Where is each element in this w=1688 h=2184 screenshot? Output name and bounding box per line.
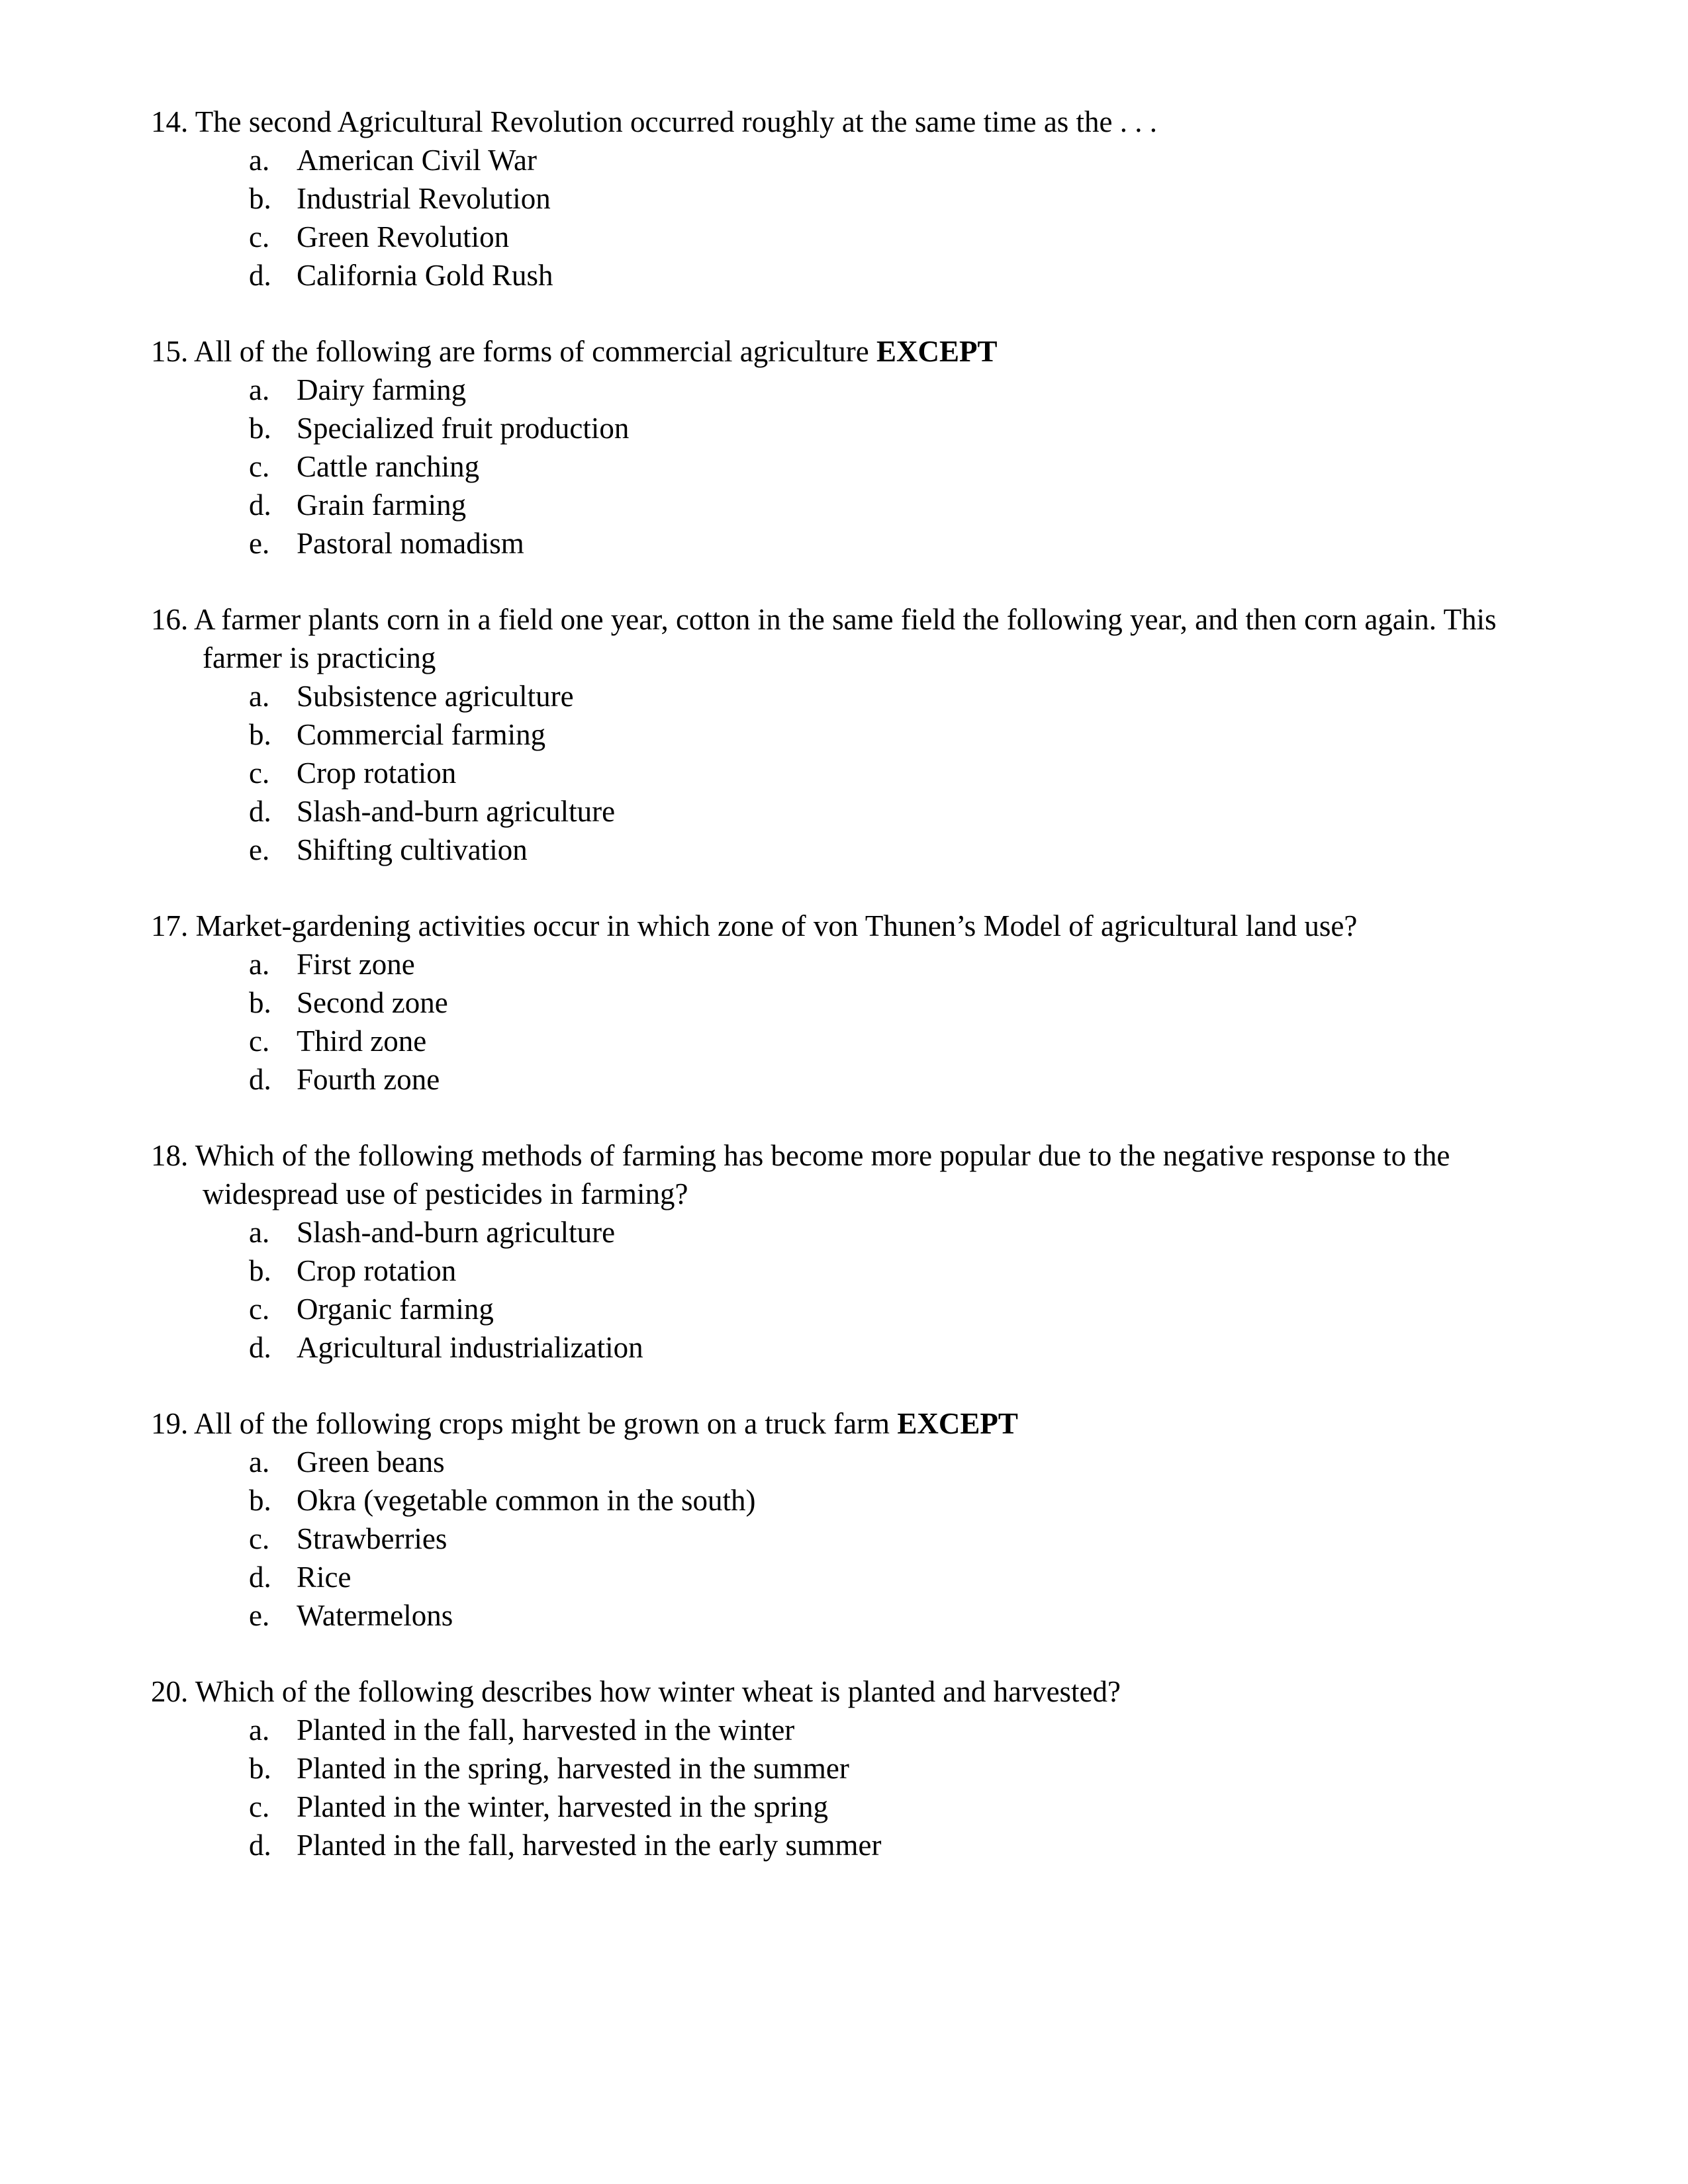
option-letter: e.	[249, 1599, 270, 1632]
option-list	[151, 1711, 1582, 1864]
question-text: Which of the following describes how winter wheat is planted and harvested?	[195, 1675, 1121, 1708]
option-text: California Gold Rush	[297, 259, 553, 292]
option-item[interactable]	[151, 1788, 1582, 1826]
option-item[interactable]	[151, 218, 1582, 256]
question-stem	[151, 600, 1582, 677]
option-letter: b.	[249, 182, 271, 215]
option-item[interactable]	[151, 1328, 1582, 1367]
option-item[interactable]	[151, 371, 1582, 409]
question-block	[151, 103, 1582, 295]
option-item[interactable]	[151, 1749, 1582, 1788]
option-item[interactable]	[151, 1443, 1582, 1481]
option-item[interactable]	[151, 677, 1582, 715]
option-text: Crop rotation	[297, 1254, 457, 1287]
option-letter: d.	[249, 1829, 271, 1862]
option-letter: c.	[249, 1522, 270, 1555]
option-text: Industrial Revolution	[297, 182, 551, 215]
option-text: Fourth zone	[297, 1063, 440, 1096]
question-number: 16.	[151, 603, 189, 636]
question-stem	[151, 1404, 1582, 1443]
option-letter: c.	[249, 756, 270, 790]
option-item[interactable]	[151, 1520, 1582, 1558]
option-letter: a.	[249, 1216, 270, 1249]
option-item[interactable]	[151, 1290, 1582, 1328]
option-letter: b.	[249, 1254, 271, 1287]
option-list	[151, 677, 1582, 869]
option-text: Green beans	[297, 1445, 445, 1479]
option-item[interactable]	[151, 256, 1582, 295]
option-item[interactable]	[151, 715, 1582, 754]
option-text: Planted in the winter, harvested in the spring	[297, 1790, 829, 1823]
question-stem	[151, 907, 1582, 945]
option-text: Specialized fruit production	[297, 412, 630, 445]
question-number: 19.	[151, 1407, 189, 1440]
question-block	[151, 332, 1582, 563]
option-item[interactable]	[151, 1481, 1582, 1520]
option-text: Commercial farming	[297, 718, 546, 751]
option-list	[151, 371, 1582, 563]
option-letter: c.	[249, 450, 270, 483]
option-item[interactable]	[151, 1022, 1582, 1060]
question-number: 15.	[151, 335, 189, 368]
option-list	[151, 945, 1582, 1099]
option-letter: c.	[249, 1790, 270, 1823]
option-text: Shifting cultivation	[297, 833, 528, 866]
option-item[interactable]	[151, 179, 1582, 218]
option-letter: e.	[249, 833, 270, 866]
option-text: American Civil War	[297, 144, 537, 177]
option-item[interactable]	[151, 409, 1582, 447]
question-block	[151, 1136, 1582, 1367]
option-letter: d.	[249, 795, 271, 828]
option-letter: c.	[249, 220, 270, 253]
option-item[interactable]	[151, 1558, 1582, 1596]
question-number: 20.	[151, 1675, 189, 1708]
option-text: Cattle ranching	[297, 450, 480, 483]
option-item[interactable]	[151, 1826, 1582, 1864]
option-text: Planted in the fall, harvested in the early summer	[297, 1829, 882, 1862]
question-number: 17.	[151, 909, 189, 942]
option-item[interactable]	[151, 447, 1582, 486]
option-text: Subsistence agriculture	[297, 680, 574, 713]
option-letter: c.	[249, 1024, 270, 1058]
question-stem	[151, 1136, 1582, 1213]
option-letter: b.	[249, 718, 271, 751]
option-letter: a.	[249, 1713, 270, 1747]
option-text: Strawberries	[297, 1522, 447, 1555]
option-text: Pastoral nomadism	[297, 527, 524, 560]
option-text: Planted in the fall, harvested in the winter	[297, 1713, 795, 1747]
option-letter: a.	[249, 680, 270, 713]
question-block	[151, 907, 1582, 1099]
question-text: Which of the following methods of farming has become more popular due to the negative response to the widespread use of pesticides in farming?	[195, 1139, 1450, 1210]
question-number: 18.	[151, 1139, 189, 1172]
option-letter: a.	[249, 373, 270, 406]
option-text: Organic farming	[297, 1293, 494, 1326]
option-text: Okra (vegetable common in the south)	[297, 1484, 756, 1517]
option-list	[151, 1443, 1582, 1635]
option-letter: a.	[249, 144, 270, 177]
option-item[interactable]	[151, 524, 1582, 563]
option-text: Watermelons	[297, 1599, 453, 1632]
question-emphasis: EXCEPT	[876, 335, 998, 368]
option-item[interactable]	[151, 1213, 1582, 1251]
question-block	[151, 1404, 1582, 1635]
option-letter: a.	[249, 1445, 270, 1479]
option-letter: b.	[249, 412, 271, 445]
option-letter: d.	[249, 1331, 271, 1364]
option-text: First zone	[297, 948, 415, 981]
option-letter: b.	[249, 1484, 271, 1517]
option-letter: d.	[249, 259, 271, 292]
option-text: Second zone	[297, 986, 448, 1019]
option-text: Agricultural industrialization	[297, 1331, 643, 1364]
option-text: Planted in the spring, harvested in the summer	[297, 1752, 849, 1785]
question-number: 14.	[151, 105, 189, 138]
option-item[interactable]	[151, 141, 1582, 179]
question-text: All of the following are forms of commercial agriculture	[194, 335, 876, 368]
question-stem	[151, 103, 1582, 141]
option-letter: e.	[249, 527, 270, 560]
question-text: Market-gardening activities occur in which zone of von Thunen’s Model of agricultural land use?	[195, 909, 1358, 942]
option-item[interactable]	[151, 1251, 1582, 1290]
option-list	[151, 141, 1582, 295]
question-emphasis: EXCEPT	[897, 1407, 1018, 1440]
option-text: Grain farming	[297, 488, 467, 522]
option-letter: d.	[249, 488, 271, 522]
option-letter: a.	[249, 948, 270, 981]
option-item[interactable]	[151, 1596, 1582, 1635]
option-item[interactable]	[151, 983, 1582, 1022]
question-text: A farmer plants corn in a field one year, cotton in the same field the following year, and then corn again. This farmer is practicing	[194, 603, 1497, 674]
option-item[interactable]	[151, 754, 1582, 792]
question-stem	[151, 332, 1582, 371]
question-text: The second Agricultural Revolution occurred roughly at the same time as the . . .	[195, 105, 1158, 138]
option-letter: b.	[249, 1752, 271, 1785]
option-item[interactable]	[151, 792, 1582, 831]
option-letter: d.	[249, 1063, 271, 1096]
option-item[interactable]	[151, 486, 1582, 524]
option-text: Rice	[297, 1561, 352, 1594]
question-text: All of the following crops might be grown on a truck farm	[194, 1407, 898, 1440]
option-item[interactable]	[151, 945, 1582, 983]
question-block	[151, 1672, 1582, 1864]
option-list	[151, 1213, 1582, 1367]
option-item[interactable]	[151, 1711, 1582, 1749]
option-text: Green Revolution	[297, 220, 510, 253]
option-text: Crop rotation	[297, 756, 457, 790]
option-letter: c.	[249, 1293, 270, 1326]
option-item[interactable]	[151, 831, 1582, 869]
option-letter: b.	[249, 986, 271, 1019]
option-text: Slash-and-burn agriculture	[297, 1216, 616, 1249]
option-text: Dairy farming	[297, 373, 467, 406]
option-letter: d.	[249, 1561, 271, 1594]
question-block	[151, 600, 1582, 869]
option-item[interactable]	[151, 1060, 1582, 1099]
question-stem	[151, 1672, 1582, 1711]
option-text: Slash-and-burn agriculture	[297, 795, 616, 828]
option-text: Third zone	[297, 1024, 427, 1058]
